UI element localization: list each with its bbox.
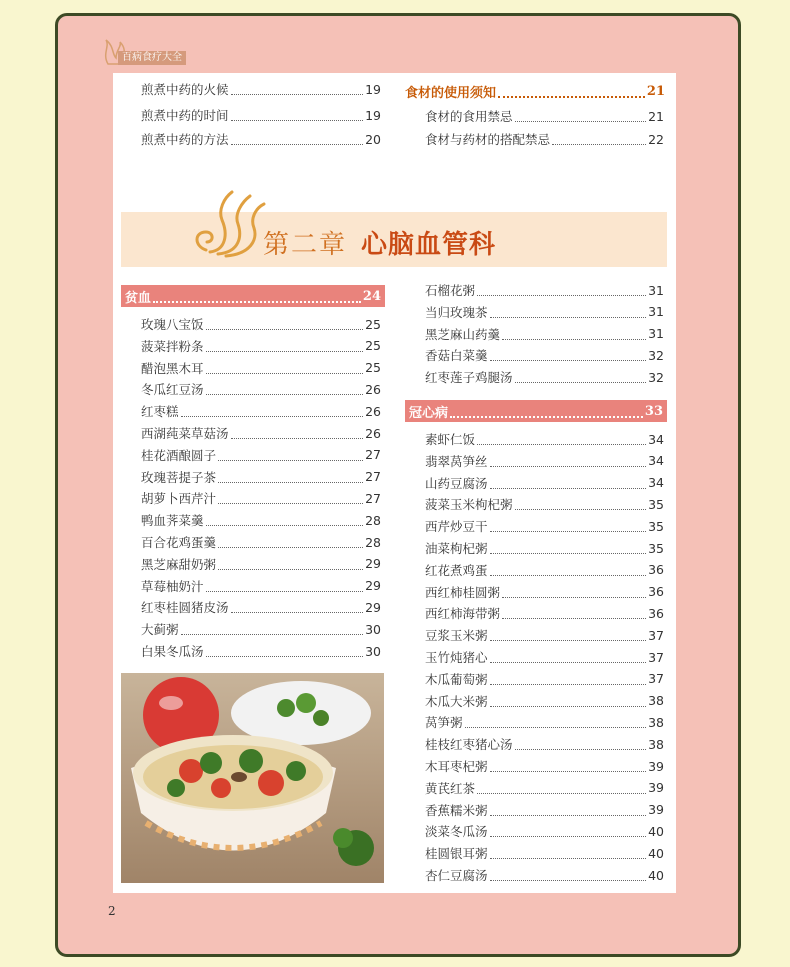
leader-dots [515, 748, 647, 750]
leader-dots [206, 524, 364, 526]
leader-dots [490, 770, 647, 772]
toc-entry-title: 食材的食用禁忌 [425, 109, 513, 124]
leader-dots [515, 381, 647, 383]
leader-dots [218, 546, 363, 548]
leader-dots [153, 300, 361, 303]
leader-dots [490, 661, 647, 663]
toc-entry[interactable] [141, 335, 381, 357]
toc-entry[interactable] [425, 344, 664, 366]
toc-entry-page: 31 [648, 304, 664, 320]
leader-dots [490, 705, 647, 707]
leader-dots [218, 568, 363, 570]
toc-entry-page: 34 [648, 431, 664, 447]
toc-entry-page: 21 [648, 108, 664, 124]
toc-entry-page: 26 [365, 381, 381, 397]
soup-bowl-photo [121, 673, 384, 883]
section-heading-coronary[interactable] [405, 400, 667, 422]
toc-entry-page: 40 [648, 867, 664, 883]
cloud-swirl-icon [188, 184, 268, 264]
toc-entry-title: 山药豆腐汤 [425, 475, 488, 491]
toc-entry[interactable] [425, 864, 664, 886]
toc-entry[interactable] [425, 450, 664, 472]
toc-entry[interactable] [141, 378, 381, 400]
leader-dots [490, 530, 647, 532]
toc-entry-page: 38 [648, 736, 664, 752]
toc-entry-title: 冬瓜红豆汤 [141, 382, 204, 398]
toc-entry-page: 22 [648, 131, 664, 147]
toc-entry-page: 30 [365, 621, 381, 637]
toc-entry[interactable] [425, 755, 664, 777]
toc-entry-page: 34 [648, 453, 664, 469]
toc-entry[interactable] [141, 400, 381, 422]
leader-dots [218, 481, 363, 483]
toc-entry-title: 菠菜玉米枸杞粥 [425, 497, 513, 513]
toc-entry-title: 桂圆银耳粥 [425, 846, 488, 862]
toc-entry-page: 36 [648, 605, 664, 621]
toc-entry-title: 红花煮鸡蛋 [425, 562, 488, 578]
page-number: 2 [108, 904, 116, 918]
leader-dots [231, 143, 364, 145]
toc-entry[interactable] [425, 733, 664, 755]
toc-entry-page: 29 [365, 599, 381, 615]
toc-entry-title: 红枣糕 [141, 404, 179, 420]
toc-entry-page: 39 [648, 802, 664, 818]
toc-entry-title: 食材与药材的搭配禁忌 [425, 132, 551, 147]
toc-entry-page: 35 [648, 496, 664, 512]
toc-entry-title: 草莓柚奶汁 [141, 578, 204, 594]
leader-dots [490, 683, 647, 685]
toc-entry[interactable] [141, 553, 381, 575]
toc-entry-title: 醋泡黑木耳 [141, 360, 204, 376]
toc-entry-title: 淡菜冬瓜汤 [425, 824, 488, 840]
toc-entry[interactable] [141, 128, 381, 150]
toc-entry[interactable] [425, 624, 664, 646]
leader-dots [490, 552, 647, 554]
leader-dots [231, 611, 364, 613]
toc-entry[interactable] [425, 602, 664, 624]
toc-entry-page: 25 [365, 360, 381, 376]
leader-dots [206, 328, 364, 330]
toc-entry-title: 香蕉糯米粥 [425, 802, 488, 818]
leader-dots [490, 835, 647, 837]
leader-dots [231, 119, 364, 121]
toc-entry-page: 31 [648, 326, 664, 342]
toc-entry-page: 40 [648, 845, 664, 861]
toc-entry-title: 鸭血荠菜羹 [141, 513, 204, 529]
toc-entry-title: 莴笋粥 [425, 715, 463, 731]
toc-entry-title: 玫瑰八宝饭 [141, 317, 204, 332]
toc-entry-page: 29 [365, 556, 381, 572]
leader-dots [490, 879, 647, 881]
toc-entry-page: 35 [648, 540, 664, 556]
leader-dots [450, 415, 643, 418]
toc-entry-title: 木瓜大米粥 [425, 693, 488, 709]
toc-entry[interactable] [425, 472, 664, 494]
leader-dots [206, 393, 364, 395]
leader-dots [515, 120, 647, 122]
section-heading-anemia[interactable] [121, 285, 385, 307]
leader-dots [477, 443, 646, 445]
toc-entry[interactable] [425, 128, 664, 150]
toc-entry-title: 黑芝麻甜奶粥 [141, 556, 217, 572]
toc-entry[interactable] [141, 640, 381, 662]
brand-label: 百病食疗大全 [118, 51, 186, 65]
toc-entry-title: 菠菜拌粉条 [141, 338, 204, 354]
section-page: 21 [646, 83, 665, 99]
toc-entry-title: 石榴花粥 [425, 283, 476, 298]
toc-entry-title: 大蓟粥 [141, 622, 179, 638]
toc-entry[interactable] [141, 313, 381, 335]
leader-dots [181, 415, 364, 417]
leader-dots [206, 655, 364, 657]
leader-dots [477, 294, 646, 296]
toc-entry[interactable] [141, 531, 381, 553]
leader-dots [515, 508, 647, 510]
toc-entry-page: 31 [648, 282, 664, 298]
toc-entry-page: 30 [365, 643, 381, 659]
toc-entry-title: 煎煮中药的火候 [141, 82, 229, 97]
toc-entry-page: 27 [365, 469, 381, 485]
toc-entry-page: 32 [648, 347, 664, 363]
toc-entry-title: 黑芝麻山药羹 [425, 326, 501, 342]
toc-entry-title: 翡翠莴笋丝 [425, 453, 488, 469]
toc-entry-title: 胡萝卜西芹汁 [141, 491, 217, 507]
toc-entry[interactable] [425, 301, 664, 323]
toc-entry-page: 36 [648, 562, 664, 578]
toc-entry-title: 豆浆玉米粥 [425, 628, 488, 644]
toc-entry[interactable] [141, 575, 381, 597]
section-page: 33 [644, 403, 663, 419]
toc-entry-title: 西红柿桂圆粥 [425, 584, 501, 600]
toc-entry[interactable] [141, 509, 381, 531]
leader-dots [490, 487, 647, 489]
toc-entry-title: 素虾仁饭 [425, 432, 476, 447]
toc-entry-title: 桂枝红枣猪心汤 [425, 737, 513, 753]
toc-entry-page: 20 [365, 131, 381, 147]
leader-dots [218, 502, 363, 504]
toc-entry[interactable] [425, 842, 664, 864]
toc-entry-title: 黄芪红茶 [425, 780, 476, 796]
toc-entry[interactable] [425, 581, 664, 603]
toc-entry-page: 40 [648, 823, 664, 839]
chapter-title [263, 222, 496, 262]
toc-entry-title: 红枣莲子鸡腿汤 [425, 370, 513, 386]
leader-dots [477, 792, 646, 794]
toc-entry[interactable] [425, 323, 664, 345]
toc-entry-page: 25 [365, 338, 381, 354]
toc-entry[interactable] [425, 777, 664, 799]
toc-entry-page: 25 [365, 316, 381, 332]
toc-entry-page: 38 [648, 693, 664, 709]
leader-dots [490, 574, 647, 576]
toc-entry[interactable] [141, 422, 381, 444]
toc-entry-page: 37 [648, 627, 664, 643]
toc-entry[interactable] [425, 668, 664, 690]
toc-entry-page: 37 [648, 671, 664, 687]
leader-dots [490, 814, 647, 816]
toc-entry-page: 39 [648, 758, 664, 774]
toc-entry[interactable] [141, 596, 381, 618]
toc-entry-page: 36 [648, 584, 664, 600]
section-page: 24 [362, 288, 381, 304]
toc-entry-page: 27 [365, 447, 381, 463]
toc-entry[interactable] [425, 559, 664, 581]
chapter-number: 第二章 [263, 229, 348, 260]
toc-entry-page: 39 [648, 780, 664, 796]
toc-entry[interactable] [425, 711, 664, 733]
leader-dots [490, 465, 647, 467]
leader-dots [206, 372, 364, 374]
toc-entry-page: 34 [648, 475, 664, 491]
leader-dots [490, 359, 647, 361]
toc-entry-title: 西芹炒豆干 [425, 519, 488, 535]
toc-entry-page: 19 [365, 107, 381, 123]
toc-entry-page: 19 [365, 81, 381, 97]
toc-entry[interactable] [141, 466, 381, 488]
leader-dots [502, 617, 646, 619]
section-title: 食材的使用须知 [405, 85, 497, 101]
toc-entry-page: 26 [365, 403, 381, 419]
leader-dots [206, 350, 364, 352]
toc-entry[interactable] [425, 279, 664, 301]
leader-dots [218, 459, 363, 461]
leader-dots [181, 633, 364, 635]
leader-dots [490, 857, 647, 859]
leader-dots [231, 93, 364, 95]
toc-entry-title: 红枣桂圆猪皮汤 [141, 600, 229, 616]
toc-entry-page: 28 [365, 534, 381, 550]
toc-entry-page: 38 [648, 714, 664, 730]
toc-entry-title: 杏仁豆腐汤 [425, 868, 488, 883]
toc-entry[interactable] [425, 515, 664, 537]
toc-entry-title: 煎煮中药的方法 [141, 132, 229, 147]
toc-entry-title: 玫瑰菩提子茶 [141, 469, 217, 485]
leader-dots [206, 590, 364, 592]
leader-dots [490, 316, 647, 318]
section-title: 冠心病 [409, 405, 449, 421]
toc-entry[interactable] [141, 78, 381, 100]
toc-entry-page: 28 [365, 512, 381, 528]
leader-dots [502, 596, 646, 598]
toc-entry-title: 白果冬瓜汤 [141, 644, 204, 659]
toc-entry-page: 32 [648, 369, 664, 385]
leader-dots [502, 338, 646, 340]
toc-entry-title: 西红柿海带粥 [425, 606, 501, 622]
toc-entry[interactable] [141, 444, 381, 466]
toc-entry[interactable] [425, 366, 664, 388]
toc-entry[interactable] [425, 105, 664, 127]
chapter-name: 心脑血管科 [361, 229, 497, 260]
toc-entry-title: 西湖莼菜草菇汤 [141, 426, 229, 441]
toc-entry[interactable] [425, 428, 664, 450]
toc-entry-page: 37 [648, 649, 664, 665]
toc-entry-title: 桂花酒酿圆子 [141, 447, 217, 463]
toc-entry-title: 煎煮中药的时间 [141, 108, 229, 123]
toc-entry-page: 35 [648, 518, 664, 534]
toc-entry-title: 油菜枸杞粥 [425, 541, 488, 556]
toc-entry[interactable] [425, 690, 664, 712]
toc-entry-page: 29 [365, 578, 381, 594]
toc-entry-title: 百合花鸡蛋羹 [141, 535, 217, 550]
section-title: 贫血 [125, 290, 152, 306]
toc-entry-title: 木瓜葡萄粥 [425, 671, 488, 687]
toc-entry[interactable] [141, 487, 381, 509]
toc-entry[interactable] [425, 820, 664, 842]
leader-dots [231, 437, 364, 439]
toc-entry-page: 27 [365, 490, 381, 506]
toc-entry-title: 玉竹炖猪心 [425, 650, 488, 665]
toc-entry[interactable] [425, 646, 664, 668]
leader-dots [498, 95, 645, 98]
leader-dots [552, 143, 646, 145]
toc-entry[interactable] [425, 537, 664, 559]
toc-entry-title: 当归玫瑰茶 [425, 304, 488, 320]
leader-dots [490, 639, 647, 641]
toc-entry[interactable] [425, 799, 664, 821]
toc-entry-page: 26 [365, 425, 381, 441]
leader-dots [465, 726, 647, 728]
toc-entry[interactable] [141, 618, 381, 640]
toc-entry[interactable] [141, 357, 381, 379]
toc-entry[interactable] [425, 493, 664, 515]
toc-entry[interactable] [141, 104, 381, 126]
toc-entry-title: 木耳枣杞粥 [425, 759, 488, 774]
section-heading-ingredients[interactable] [405, 80, 665, 102]
toc-entry-title: 香菇白菜羹 [425, 348, 488, 364]
